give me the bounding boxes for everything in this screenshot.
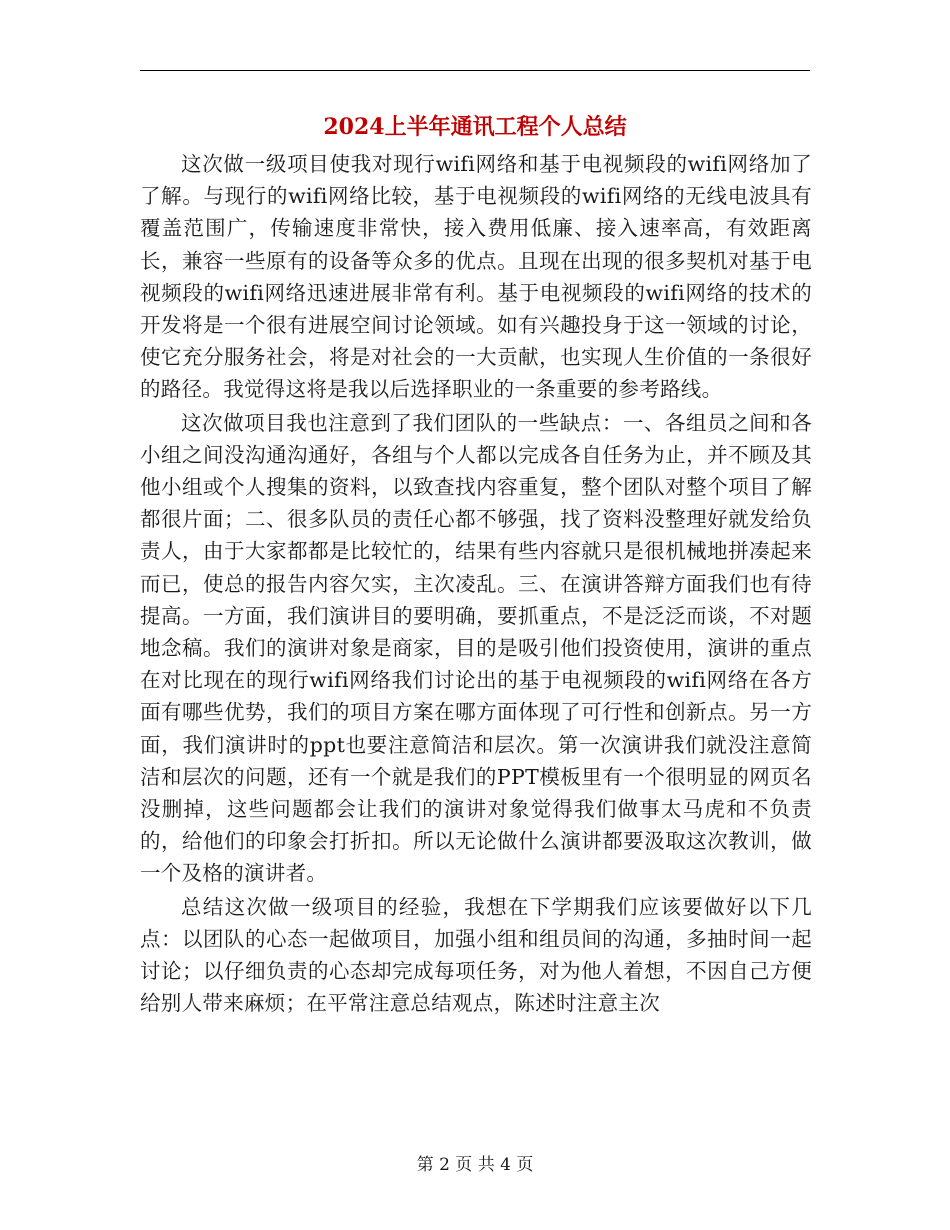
paragraph-2: 这次做项目我也注意到了我们团队的一些缺点：一、各组员之间和各小组之间没沟通沟通好，各组与个人都以完成各自任务为止，并不顾及其他小组或个人搜集的资料，以致查找内容重复，整个团队对整个项目了解都很片面；二、很多队员的责任心都不够强，找了资料没整理好就发给负责人，由于大家都都是比较忙的，结果有些内容就只是很机械地拼凑起来而已，使总的报告内容欠实，主次凌乱。三、在演讲答辩方面我们也有待提高。一方面，我们演讲目的要明确，要抓重点，不是泛泛而谈，不对题地念稿。我们的演讲对象是商家，目的是吸引他们投资使用，演讲的重点在对比现在的现行wifi网络我们讨论出的基于电视频段的wifi网络在各方面有哪些优势，我们的项目方案在哪方面体现了可行性和创新点。另一方面，我们演讲时的ppt也要注意简洁和层次。第一次演讲我们就没注意简洁和层次的问题，还有一个就是我们的PPT模板里有一个很明显的网页名没删掉，这些问题都会让我们的演讲对象觉得我们做事太马虎和不负责的，给他们的印象会打折扣。所以无论做什么演讲都要汲取这次教训，做一个及格的演讲者。 bbox=[140, 410, 812, 886]
document-title: 2024上半年通讯工程个人总结 bbox=[323, 114, 627, 140]
document-body bbox=[140, 148, 812, 1020]
paragraph-1: 这次做一级项目使我对现行wifi网络和基于电视频段的wifi网络加了了解。与现行的wifi网络比较，基于电视频段的wifi网络的无线电波具有覆盖范围广，传输速度非常快，接入费用低廉、接入速率高，有效距离长，兼容一些原有的设备等众多的优点。且现在出现的很多契机对基于电视频段的wifi网络迅速进展非常有利。基于电视频段的wifi网络的技术的开发将是一个很有进展空间讨论领域。如有兴趣投身于这一领域的讨论，使它充分服务社会，将是对社会的一大贡献，也实现人生价值的一条很好的路径。我觉得这将是我以后选择职业的一条重要的参考路线。 bbox=[140, 152, 812, 402]
paragraph-3: 总结这次做一级项目的经验，我想在下学期我们应该要做好以下几点：以团队的心态一起做项目，加强小组和组员间的沟通，多抽时间一起讨论；以仔细负责的心态却完成每项任务，对为他人着想，不因自己方便给别人带来麻烦；在平常注意总结观点，陈述时注意主次 bbox=[140, 894, 812, 1016]
header-rule bbox=[140, 70, 810, 71]
page-number-footer: 第 2 页 共 4 页 bbox=[416, 1155, 534, 1175]
